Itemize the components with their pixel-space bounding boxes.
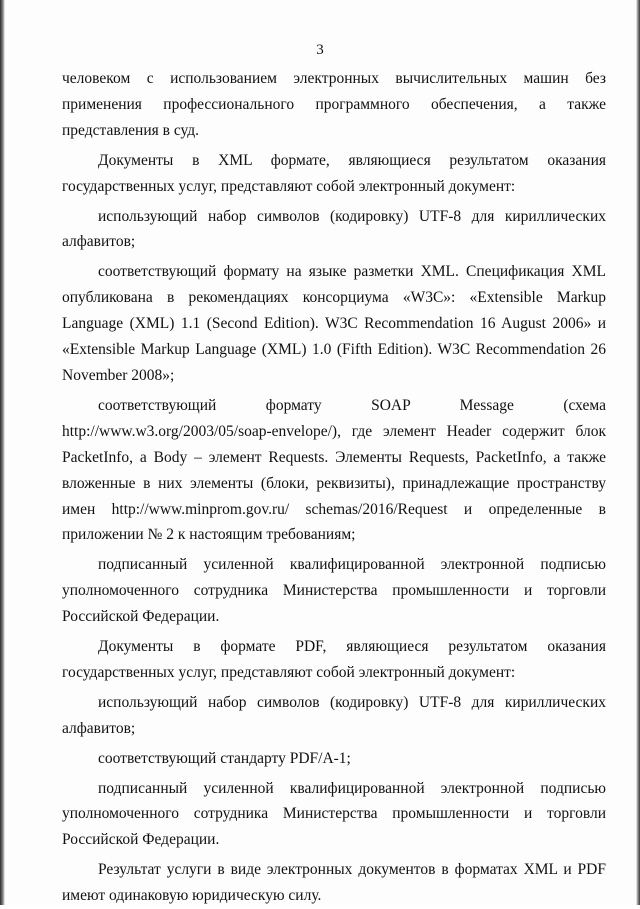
paragraph: подписанный усиленной квалифицированной электронной подписью уполномоченного сотрудника Министерства промышленности и торговли Российской Федерации. <box>62 556 606 626</box>
paragraph: соответствующий стандарту PDF/A-1; <box>98 749 351 767</box>
paragraph: человеком с использованием электронных вычислительных машин без применения профессионального программного обеспечения, а также представления в суд. <box>62 70 606 139</box>
paragraph: соответствующий формату на языке разметки XML. Спецификация XML опубликована в рекомендациях консорциума «W3C»: «Extensible Markup Language (XML) 1.1 (Second Edition). W3C Recommendation 16 August 2006» и «Extensible Markup Language (XML) 1.0 (Fifth Edition). W3C Recommendation 26 November 2008»; <box>62 263 606 384</box>
paragraph: подписанный усиленной квалифицированной электронной подписью уполномоченного сотрудника Министерства промышленности и торговли Российской Федерации. <box>62 779 606 849</box>
paragraph: Результат услуги в виде электронных документов в форматах XML и PDF имеют одинаковую юридическую силу. <box>62 861 606 905</box>
paragraph: соответствующий формату SOAP Message (схема http://www.w3.org/2003/05/soap-envelope/), где элемент Header содержит блок PacketInfo, а Body – элемент Requests. Элементы Requests, PacketInfo, а также вложенные в них элементы (блоки, реквизиты), принадлежащие пространству имен http://www.minprom.gov.ru/ schemas/2016/Request и определенные в приложении № 2 к настоящим требованиям; <box>62 396 606 544</box>
paragraph: Документы в XML формате, являющиеся результатом оказания государственных услуг, представляют собой электронный документ: <box>62 151 606 195</box>
paragraph: Документы в формате PDF, являющиеся результатом оказания государственных услуг, представляют собой электронный документ: <box>62 638 606 681</box>
paragraph: использующий набор символов (кодировку) UTF-8 для кириллических алфавитов; <box>62 693 606 737</box>
scan-edge-right <box>636 0 640 905</box>
scan-edge-left <box>0 0 5 905</box>
page-number: 3 <box>316 42 324 58</box>
document-body <box>62 66 606 909</box>
paragraph: использующий набор символов (кодировку) UTF-8 для кириллических алфавитов; <box>62 207 606 251</box>
